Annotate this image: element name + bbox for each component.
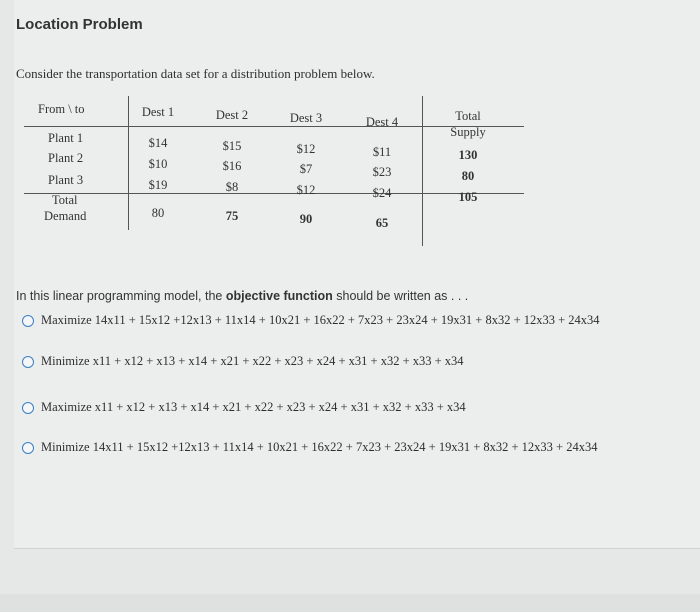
dest-2-header: Dest 2 xyxy=(215,108,249,122)
supply-cell: 80 xyxy=(461,169,475,183)
answer-option-1[interactable] xyxy=(22,313,600,328)
demand-label-line1: Total xyxy=(52,193,78,207)
answer-option-label: Minimize x11 + x12 + x13 + x14 + x21 + x22 + x23 + x24 + x31 + x32 + x33 + x34 xyxy=(41,354,464,368)
cost-cell: $23 xyxy=(372,165,392,179)
answer-option-label: Minimize 14x11 + 15x12 +12x13 + 11x14 + 10x21 + 16x22 + 7x23 + 23x24 + 19x31 + 8x32 + 12x33 + 24x34 xyxy=(41,440,598,454)
demand-label-line2: Demand xyxy=(44,209,87,223)
supply-header-line2: Supply xyxy=(450,125,486,139)
demand-cell: 65 xyxy=(375,216,389,230)
answer-option-4[interactable] xyxy=(22,440,597,455)
radio-button-icon[interactable] xyxy=(22,442,34,454)
dest-4-header: Dest 4 xyxy=(365,115,399,129)
cost-cell: $12 xyxy=(296,183,316,197)
cost-cell: $14 xyxy=(148,136,168,150)
answer-option-3[interactable] xyxy=(22,400,466,415)
transportation-table xyxy=(24,96,524,246)
cost-cell: $12 xyxy=(296,142,316,156)
row-label-plant-2: Plant 2 xyxy=(48,151,84,165)
question-prefix: In this linear programming model, the xyxy=(16,289,226,303)
radio-button-icon[interactable] xyxy=(22,402,34,414)
radio-button-icon[interactable] xyxy=(22,315,34,327)
radio-button-icon[interactable] xyxy=(22,356,34,368)
supply-cell: 130 xyxy=(458,148,478,162)
question-suffix: should be written as . . . xyxy=(332,289,469,303)
demand-cell: 90 xyxy=(299,212,313,226)
dest-3-header: Dest 3 xyxy=(289,111,323,125)
intro-text: Consider the transportation data set for a distribution problem below. xyxy=(16,66,375,81)
cost-cell: $16 xyxy=(222,159,242,173)
row-label-plant-1: Plant 1 xyxy=(48,131,84,145)
question-bold-term: objective function xyxy=(225,289,333,303)
answer-option-label: Maximize x11 + x12 + x13 + x14 + x21 + x22 + x23 + x24 + x31 + x32 + x33 + x34 xyxy=(41,400,466,414)
demand-cell: 75 xyxy=(225,209,239,223)
table-vertical-line-2 xyxy=(422,96,423,246)
bottom-strip xyxy=(0,594,700,612)
cost-cell: $10 xyxy=(148,157,168,171)
cost-cell: $11 xyxy=(372,145,392,159)
cost-cell: $19 xyxy=(148,178,168,192)
cost-cell: $7 xyxy=(299,162,313,176)
page-title: Location Problem xyxy=(16,16,143,33)
corner-header: From \ to xyxy=(38,102,85,116)
demand-cell: 80 xyxy=(151,206,165,220)
answer-option-2[interactable] xyxy=(22,354,464,369)
answer-option-label: Maximize 14x11 + 15x12 +12x13 + 11x14 + 10x21 + 16x22 + 7x23 + 23x24 + 19x31 + 8x32 + 12x33 + 24x34 xyxy=(41,313,600,327)
cost-cell: $15 xyxy=(222,139,242,153)
question-card xyxy=(14,0,700,549)
supply-cell: 105 xyxy=(458,190,478,204)
row-label-plant-3: Plant 3 xyxy=(48,173,84,187)
supply-header-line1: Total xyxy=(455,109,481,123)
dest-1-header: Dest 1 xyxy=(141,105,175,119)
cost-cell: $24 xyxy=(372,186,392,200)
cost-cell: $8 xyxy=(225,180,239,194)
question-prompt xyxy=(16,289,468,303)
